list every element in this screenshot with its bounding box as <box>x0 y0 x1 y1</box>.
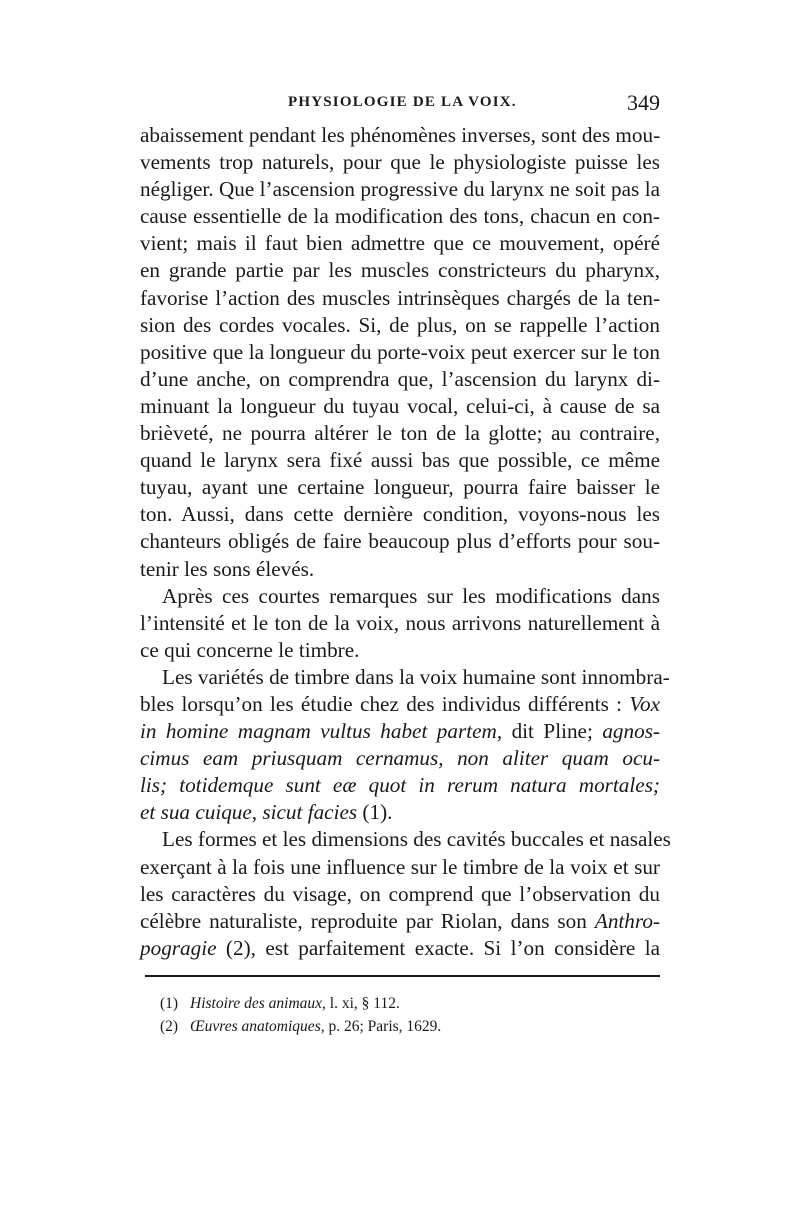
footnote-title: Histoire des animaux, <box>190 995 326 1012</box>
paragraph-3 <box>140 664 670 827</box>
latin-quote: lis; totidemque sunt eæ quot in rerum natura mortales; <box>140 773 660 798</box>
text-line: vient; mais il faut bien admettre que ce mouvement, opéré <box>140 231 660 256</box>
text-line: abaissement pendant les phénomènes inverses, sont des mou- <box>140 123 661 147</box>
footnote-title: Œuvres anatomiques, <box>190 1018 325 1035</box>
text-line: exerçant à la fois une influence sur le timbre de la voix et sur <box>140 854 660 879</box>
running-title: PHYSIOLOGIE DE LA VOIX. <box>288 94 517 110</box>
text-line: positive que la longueur du porte-voix peut exercer sur le ton <box>140 339 660 364</box>
footnote <box>160 1015 660 1038</box>
text-line: ce qui concerne le timbre. <box>140 637 360 662</box>
text-line: tenir les sons élevés. <box>140 556 315 581</box>
text-line <box>140 908 660 935</box>
page-number: 349 <box>627 90 660 115</box>
paragraph-4 <box>140 826 671 961</box>
footnotes <box>160 992 660 1038</box>
text-line <box>140 935 660 962</box>
latin-quote: cimus eam priusquam cernamus, non aliter quam ocu- <box>140 746 660 771</box>
work-title: pogragie <box>140 935 217 960</box>
text-line: brièveté, ne pourra altérer le ton de la glotte; au contraire, <box>140 421 660 446</box>
footnote-number: (2) <box>160 1018 179 1035</box>
text-line <box>140 718 660 745</box>
text-run: célèbre naturaliste, reproduite par Riolan, dans son <box>140 908 595 933</box>
text-line: quand le larynx sera fixé aussi bas que possible, ce même <box>140 448 660 473</box>
footnote-divider <box>145 975 660 977</box>
page-header <box>140 90 660 118</box>
text-line: chanteurs obligés de faire beaucoup plus d’efforts pour sou- <box>140 529 660 554</box>
paragraph-2 <box>140 583 660 664</box>
work-title: Anthro- <box>594 908 660 933</box>
text-line: cause essentielle de la modification des tons, chacun en con- <box>140 204 660 229</box>
text-line: en grande partie par les muscles constricteurs du pharynx, <box>140 258 660 283</box>
text-line: l’intensité et le ton de la voix, nous arrivons naturellement à <box>140 610 660 635</box>
latin-quote: agnos- <box>602 719 660 744</box>
latin-quote: Vox <box>629 691 660 716</box>
latin-quote: in homine magnam vultus habet partem, <box>140 719 503 744</box>
text-line: Les variétés de timbre dans la voix humaine sont innombra- <box>162 664 670 689</box>
footnote-number: (1) <box>160 995 179 1012</box>
footnote-text: l. xi, § 112. <box>325 995 400 1012</box>
text-line: d’une anche, on comprendra que, l’ascension du larynx di- <box>140 366 660 391</box>
latin-quote: et sua cuique, sicut facies <box>140 800 358 825</box>
text-line: minuant la longueur du tuyau vocal, celui-ci, à cause de sa <box>140 393 660 418</box>
body-text <box>140 122 671 962</box>
text-run: bles lorsqu’on les étudie chez des individus différents : <box>140 691 630 716</box>
text-line: favorise l’action des muscles intrinsèques chargés de la ten- <box>140 285 660 310</box>
text-line: tuyau, ayant une certaine longueur, pourra faire baisser le <box>140 475 660 500</box>
text-line <box>140 691 660 718</box>
footnote <box>160 992 660 1015</box>
text-line: les caractères du visage, on comprend que l’observation du <box>140 881 660 906</box>
footnote-ref: (1). <box>357 800 393 825</box>
text-line: sion des cordes vocales. Si, de plus, on se rappelle l’action <box>140 312 660 337</box>
text-line: vements trop naturels, pour que le physiologiste puisse les <box>140 150 660 175</box>
text-line: négliger. Que l’ascension progressive du larynx ne soit pas la <box>140 177 660 202</box>
text-line: ton. Aussi, dans cette dernière condition, voyons-nous les <box>140 502 660 527</box>
text-run: (2), est parfaitement exacte. Si l’on considère la <box>216 935 660 960</box>
paragraph-1 <box>140 122 660 583</box>
text-run: dit Pline; <box>502 719 603 744</box>
text-line: Après ces courtes remarques sur les modifications dans <box>162 583 660 608</box>
text-line <box>140 799 660 826</box>
text-line: Les formes et les dimensions des cavités buccales et nasales <box>162 827 671 852</box>
footnote-text: p. 26; Paris, 1629. <box>324 1018 442 1035</box>
